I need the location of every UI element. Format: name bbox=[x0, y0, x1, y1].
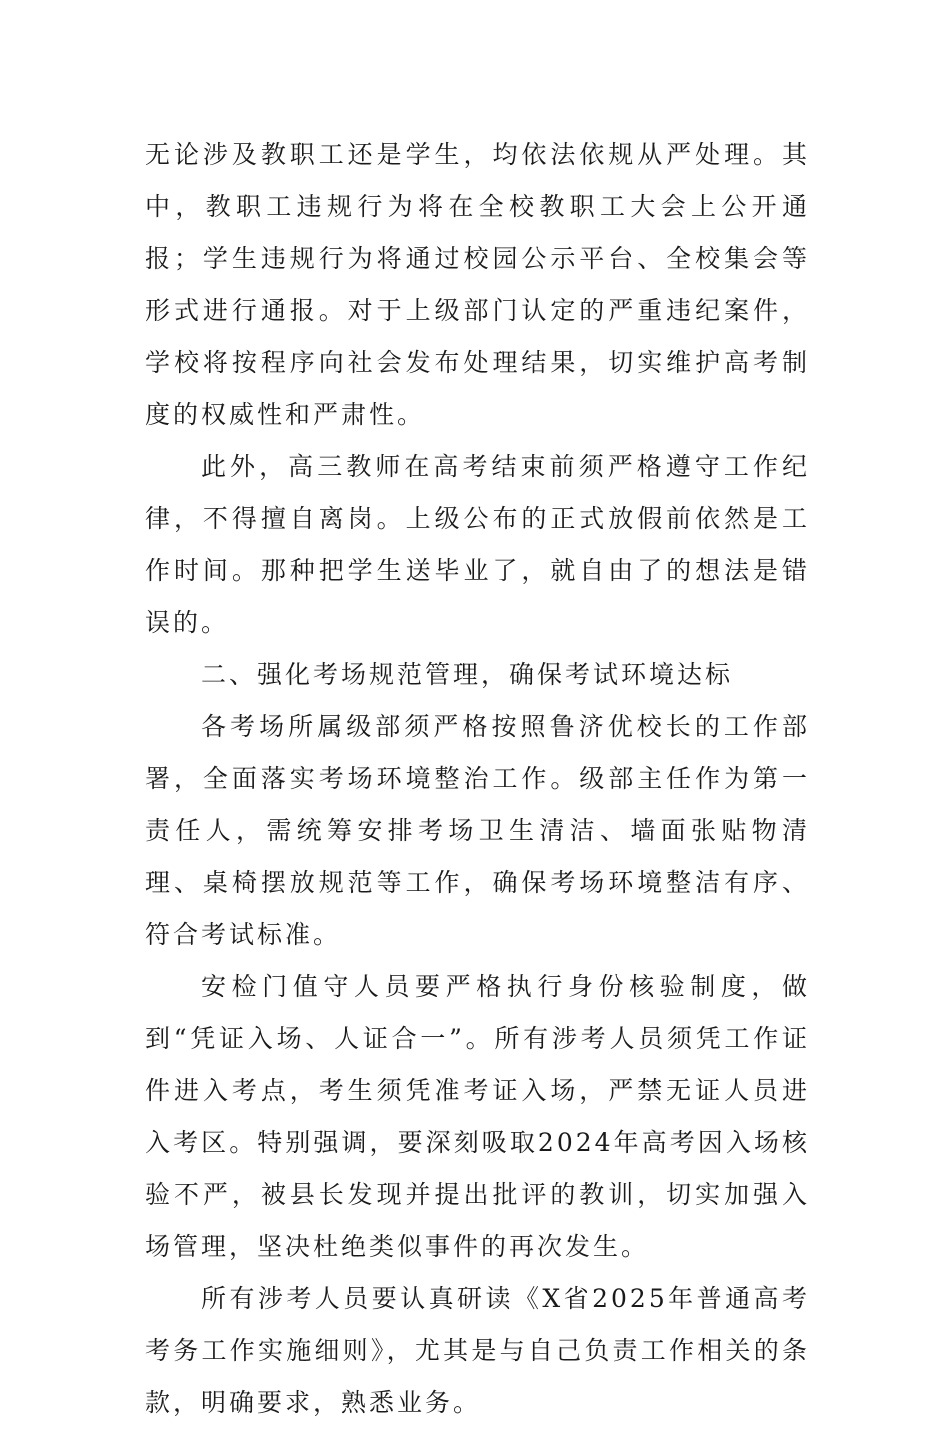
section-heading-exam-room-management: 二、强化考场规范管理，确保考试环境达标 bbox=[201, 660, 734, 689]
paragraph-security-check: 安检门值守人员要严格执行身份核验制度，做到“凭证入场、人证合一”。所有涉考人员须凭工作证件进入考点，考生须凭准考证入场，严禁无证人员进入考区。特别强调，要深刻吸取2024年高考因入场核验不严，被县长发现并提出批评的教训，切实加强入场管理，坚决杜绝类似事件的再次发生。 bbox=[145, 972, 810, 1261]
paragraph-exam-room-environment: 各考场所属级部须严格按照鲁济优校长的工作部署，全面落实考场环境整治工作。级部主任作为第一责任人，需统筹安排考场卫生清洁、墙面张贴物清理、桌椅摆放规范等工作，确保考场环境整洁有序、符合考试标准。 bbox=[145, 712, 810, 949]
document-body bbox=[145, 129, 810, 1429]
paragraph-disciplinary-handling: 无论涉及教职工还是学生，均依法依规从严处理。其中，教职工违规行为将在全校教职工大会上公开通报；学生违规行为将通过校园公示平台、全校集会等形式进行通报。对于上级部门认定的严重违纪案件，学校将按程序向社会发布处理结果，切实维护高考制度的权威性和严肃性。 bbox=[145, 140, 810, 429]
paragraph-teacher-discipline: 此外，高三教师在高考结束前须严格遵守工作纪律，不得擅自离岗。上级公布的正式放假前依然是工作时间。那种把学生送毕业了，就自由了的想法是错误的。 bbox=[145, 452, 810, 637]
paragraph-study-rules: 所有涉考人员要认真研读《X省2025年普通高考考务工作实施细则》，尤其是与自己负责工作相关的条款，明确要求，熟悉业务。 bbox=[145, 1284, 810, 1417]
